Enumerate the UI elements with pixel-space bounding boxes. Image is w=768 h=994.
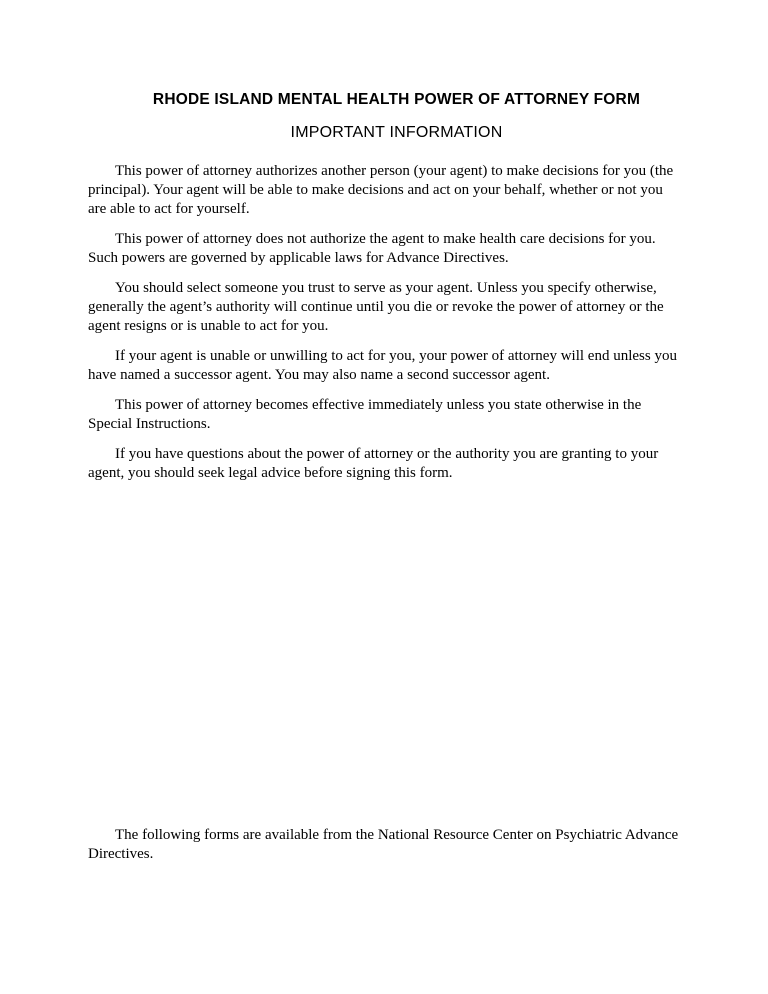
body-paragraph-1: This power of attorney authorizes another person (your agent) to make decisions for you (the principal). Your agent will be able to make decisions and act on your behalf, whether or not you are able to act for yourself. (88, 163, 674, 217)
page-title: RHODE ISLAND MENTAL HEALTH POWER OF ATTORNEY FORM (152, 91, 641, 108)
body-paragraph-2: This power of attorney does not authorize the agent to make health care decisions for you. Such powers are governed by applicable laws for Advance Directives. (88, 231, 656, 266)
heading-block (113, 90, 680, 142)
body-paragraph-6: If you have questions about the power of attorney or the authority you are granting to your agent, you should seek legal advice before signing this form. (88, 446, 659, 481)
section-heading: IMPORTANT INFORMATION (290, 124, 503, 141)
body-paragraph-5: This power of attorney becomes effective immediately unless you state otherwise in the Special Instructions. (88, 397, 642, 432)
body-paragraph-4: If your agent is unable or unwilling to act for you, your power of attorney will end unless you have named a successor agent. You may also name a second successor agent. (88, 348, 677, 383)
body-paragraph-3: You should select someone you trust to serve as your agent. Unless you specify otherwise, generally the agent’s authority will continue until you die or revoke the power of attorney or the agent resigns or is unable to act for you. (88, 280, 664, 334)
document-body (88, 162, 680, 864)
closing-paragraph: The following forms are available from the National Resource Center on Psychiatric Advance Directives. (88, 827, 679, 862)
